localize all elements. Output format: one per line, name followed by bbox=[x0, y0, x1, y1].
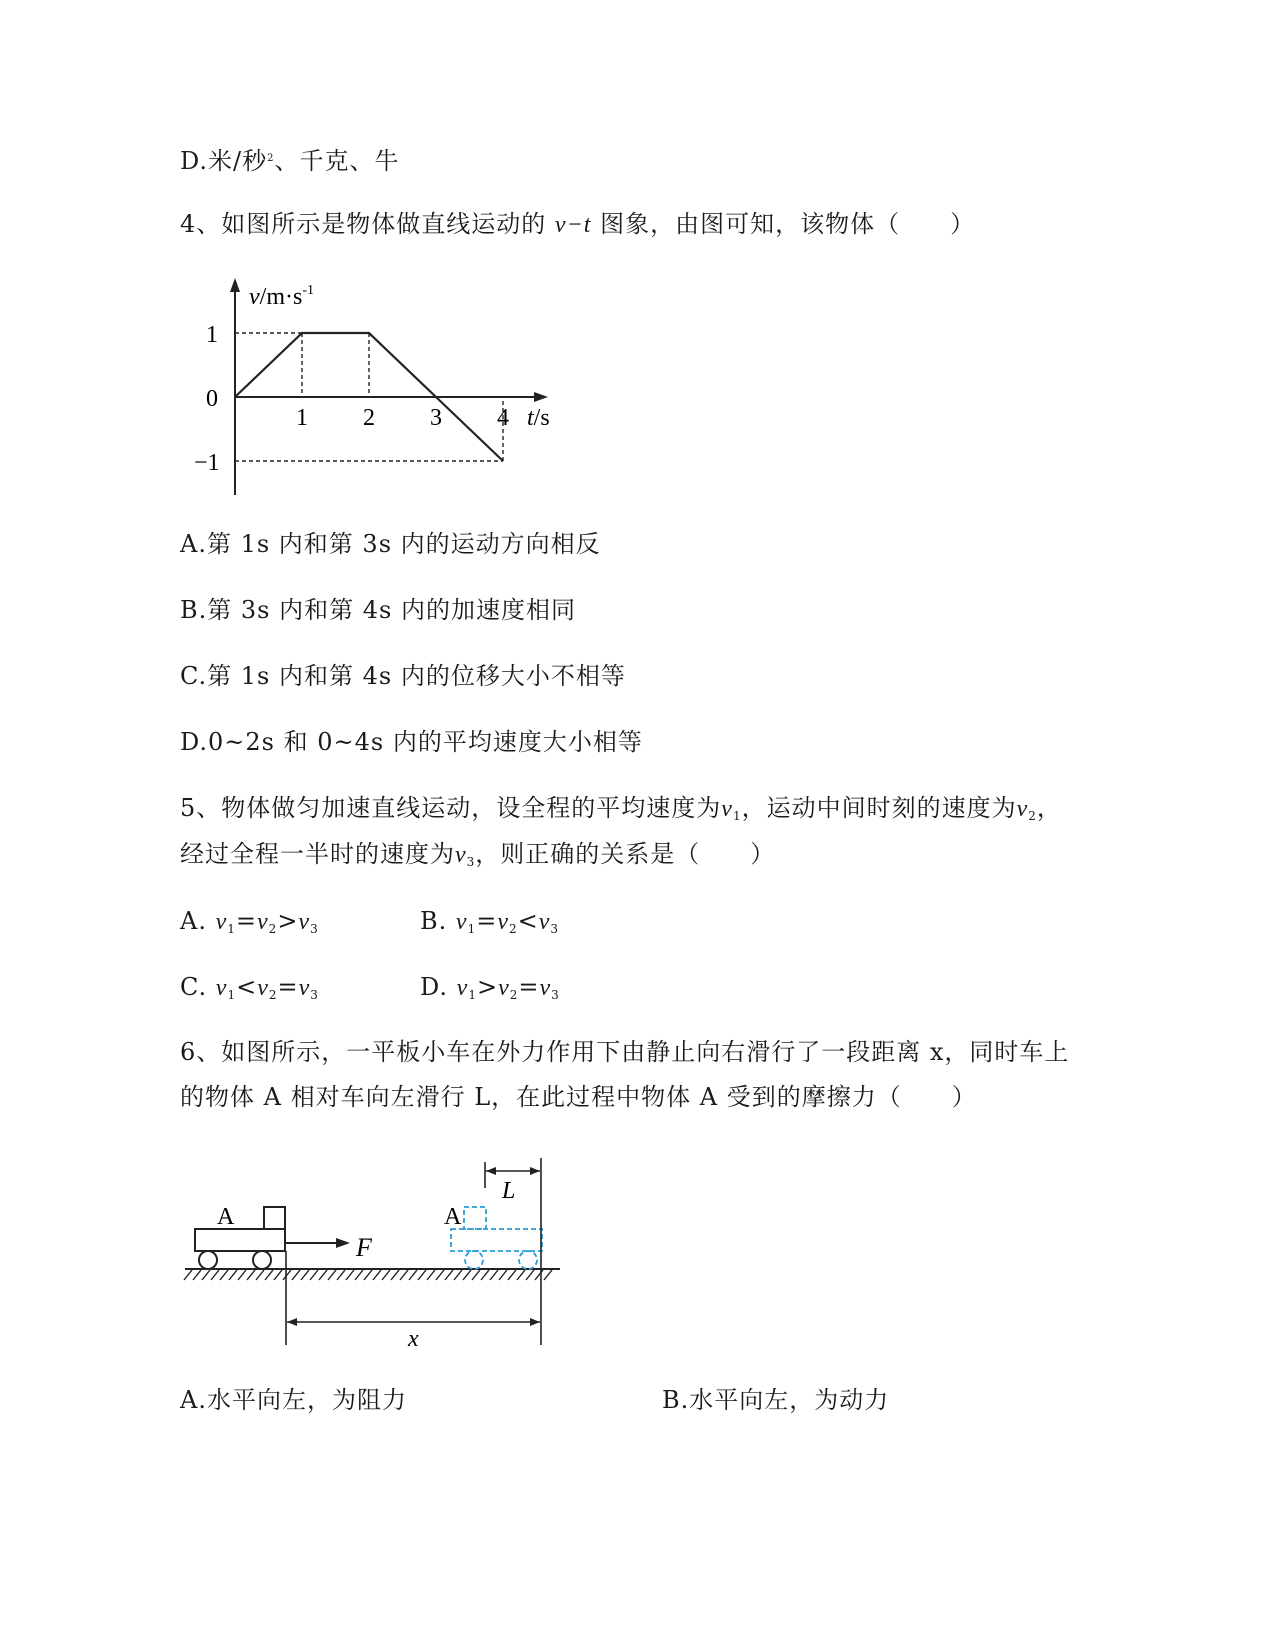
q5-stem-c: 经过全程一半时的速度为 bbox=[180, 840, 455, 868]
cart-moved-wheel-left bbox=[465, 1251, 483, 1269]
x-tick-label: 3 bbox=[430, 405, 442, 431]
x-axis-arrow bbox=[534, 392, 548, 402]
cart-moved-wheel-right bbox=[519, 1251, 537, 1269]
hatch-mark bbox=[310, 1270, 318, 1280]
hatch-mark bbox=[256, 1270, 264, 1280]
x-axis-title: t/s bbox=[527, 405, 550, 431]
hatch-mark bbox=[445, 1270, 453, 1280]
q5-stem-line2 bbox=[180, 839, 775, 877]
rel2: > bbox=[277, 907, 299, 935]
sub1: 1 bbox=[227, 922, 236, 936]
cart-moved-body bbox=[451, 1229, 542, 1251]
hatch-mark bbox=[193, 1270, 201, 1280]
v2: v bbox=[497, 909, 509, 935]
cart-wheel-right bbox=[253, 1251, 271, 1269]
y-tick-label: 0 bbox=[206, 386, 218, 412]
hatch-mark bbox=[436, 1270, 444, 1280]
hatch-mark bbox=[427, 1270, 435, 1280]
hatch-mark bbox=[364, 1270, 372, 1280]
v3: v bbox=[539, 975, 552, 1001]
x-tick-label: 4 bbox=[497, 405, 509, 431]
q4-option-d: D.0~2s 和 0~4s 内的平均速度大小相等 bbox=[180, 728, 643, 756]
q6-option-b: B.水平向左，为动力 bbox=[662, 1386, 890, 1414]
x-arrow-right bbox=[530, 1318, 540, 1326]
label-a: A bbox=[217, 1204, 235, 1230]
hatch-mark bbox=[220, 1270, 228, 1280]
rel1: > bbox=[476, 973, 499, 1001]
hatch-mark bbox=[526, 1270, 534, 1280]
q6-option-a: A.水平向左，为阻力 bbox=[180, 1386, 407, 1414]
block-a-moved bbox=[464, 1207, 486, 1229]
hatch-mark bbox=[328, 1270, 336, 1280]
cart-original bbox=[195, 1207, 285, 1269]
rel1: < bbox=[236, 973, 258, 1001]
q5-stem-b: ，运动中间时刻的速度为 bbox=[741, 794, 1017, 822]
rel1: = bbox=[235, 907, 258, 935]
sub2: 2 bbox=[268, 922, 278, 936]
hatch-mark bbox=[238, 1270, 246, 1280]
hatch-mark bbox=[184, 1270, 192, 1280]
q5-stem-d: ，则正确的关系是（ ） bbox=[475, 840, 776, 868]
q5-v1: v bbox=[721, 796, 733, 822]
q5-comma: ， bbox=[1036, 794, 1062, 822]
q5-option-a-label: A. bbox=[180, 907, 207, 935]
v1: v bbox=[455, 909, 468, 935]
cart-moved bbox=[451, 1207, 542, 1269]
hatch-mark bbox=[382, 1270, 390, 1280]
l-arrow-left bbox=[486, 1167, 496, 1175]
q5-option-d-label: D. bbox=[420, 973, 449, 1001]
y-axis-title: $v/m\cdot s^{-1}$ bbox=[249, 283, 314, 310]
v3: v bbox=[298, 975, 311, 1001]
hatch-mark bbox=[247, 1270, 255, 1280]
q4-stem-b: 图象，由图可知，该物体（ ） bbox=[600, 210, 976, 238]
sub1: 1 bbox=[467, 922, 477, 936]
q5-v2-sub: 2 bbox=[1028, 809, 1037, 823]
label-l: L bbox=[502, 1178, 516, 1204]
q5-v3: v bbox=[455, 842, 467, 868]
cart-figure bbox=[180, 1150, 570, 1360]
q5-stem-line1 bbox=[180, 793, 1062, 831]
y-tick-label: −1 bbox=[194, 450, 220, 476]
v1: v bbox=[215, 975, 228, 1001]
q6-stem-line2: 的物体 A 相对车向左滑行 L，在此过程中物体 A 受到的摩擦力（ ） bbox=[180, 1083, 977, 1111]
v2: v bbox=[257, 909, 269, 935]
q4-option-a: A.第 1s 内和第 3s 内的运动方向相反 bbox=[180, 530, 601, 558]
hatch-mark bbox=[400, 1270, 408, 1280]
cart-wheel-left bbox=[199, 1251, 217, 1269]
sub3: 3 bbox=[550, 922, 560, 936]
label-a-moved: A bbox=[444, 1204, 462, 1230]
y-axis-arrow bbox=[230, 278, 240, 292]
x-tick-label: 2 bbox=[363, 405, 375, 431]
hatch-mark bbox=[274, 1270, 282, 1280]
hatch-mark bbox=[508, 1270, 516, 1280]
hatch-mark bbox=[418, 1270, 426, 1280]
hatch-mark bbox=[373, 1270, 381, 1280]
hatch-mark bbox=[202, 1270, 210, 1280]
block-a bbox=[264, 1207, 285, 1229]
q3-option-d-rest: 、千克、牛 bbox=[274, 147, 400, 175]
sub2: 2 bbox=[268, 988, 278, 1002]
q5-option-d bbox=[420, 972, 560, 1010]
q4-option-c: C.第 1s 内和第 4s 内的位移大小不相等 bbox=[180, 662, 626, 690]
q5-option-b bbox=[420, 906, 559, 944]
v2: v bbox=[498, 975, 510, 1001]
hatch-mark bbox=[265, 1270, 273, 1280]
hatch-mark bbox=[337, 1270, 345, 1280]
sub3: 3 bbox=[310, 922, 319, 936]
q5-option-a bbox=[180, 906, 319, 944]
sub2: 2 bbox=[509, 988, 519, 1002]
v2: v bbox=[257, 975, 269, 1001]
hatch-mark bbox=[211, 1270, 219, 1280]
q5-stem-a: 5、物体做匀加速直线运动，设全程的平均速度为 bbox=[180, 794, 722, 822]
q5-option-c bbox=[180, 972, 319, 1010]
hatch-mark bbox=[544, 1270, 552, 1280]
q5-v1-sub: 1 bbox=[732, 809, 742, 823]
x-tick-label: 1 bbox=[296, 405, 308, 431]
hatch-mark bbox=[481, 1270, 489, 1280]
hatch-mark bbox=[463, 1270, 471, 1280]
q3-option-d-text: D.米/秒 bbox=[180, 147, 268, 175]
ground-hatching bbox=[184, 1270, 552, 1280]
q3-option-d bbox=[180, 144, 399, 176]
hatch-mark bbox=[319, 1270, 327, 1280]
cart-body bbox=[195, 1229, 285, 1251]
l-arrow-right bbox=[530, 1167, 540, 1175]
hatch-mark bbox=[391, 1270, 399, 1280]
q4-option-b: B.第 3s 内和第 4s 内的加速度相同 bbox=[180, 596, 576, 624]
sub3: 3 bbox=[310, 988, 319, 1002]
rel2: = bbox=[277, 973, 299, 1001]
q4-stem-a: 4、如图所示是物体做直线运动的 bbox=[180, 210, 547, 238]
hatch-mark bbox=[490, 1270, 498, 1280]
hatch-mark bbox=[301, 1270, 309, 1280]
vt-chart bbox=[180, 270, 580, 510]
label-f: F bbox=[356, 1233, 372, 1262]
sub1: 1 bbox=[227, 988, 237, 1002]
v1: v bbox=[215, 909, 228, 935]
v3: v bbox=[298, 909, 311, 935]
q3-option-d-sup: 2 bbox=[267, 153, 275, 164]
hatch-mark bbox=[409, 1270, 417, 1280]
q5-option-b-label: B. bbox=[420, 907, 448, 935]
sub3: 3 bbox=[551, 988, 560, 1002]
q4-stem bbox=[180, 209, 975, 240]
hatch-mark bbox=[355, 1270, 363, 1280]
hatch-mark bbox=[292, 1270, 300, 1280]
rel1: = bbox=[476, 907, 498, 935]
hatch-mark bbox=[346, 1270, 354, 1280]
hatch-mark bbox=[517, 1270, 525, 1280]
hatch-mark bbox=[283, 1270, 291, 1280]
force-arrow-head bbox=[336, 1238, 350, 1248]
rel2: < bbox=[517, 907, 539, 935]
hatch-mark bbox=[472, 1270, 480, 1280]
sub2: 2 bbox=[508, 922, 518, 936]
rel2: = bbox=[518, 973, 540, 1001]
x-arrow-left bbox=[287, 1318, 297, 1326]
hatch-mark bbox=[499, 1270, 507, 1280]
q5-option-c-label: C. bbox=[180, 973, 208, 1001]
q5-v3-sub: 3 bbox=[466, 855, 476, 869]
q6-stem-line1: 6、如图所示，一平板小车在外力作用下由静止向右滑行了一段距离 x，同时车上 bbox=[180, 1038, 1070, 1066]
label-x: x bbox=[408, 1326, 419, 1352]
vt-labels bbox=[194, 283, 550, 476]
v3: v bbox=[538, 909, 551, 935]
hatch-mark bbox=[454, 1270, 462, 1280]
q5-v2: v bbox=[1016, 796, 1029, 822]
y-tick-label: 1 bbox=[206, 322, 218, 348]
vt-axes bbox=[230, 278, 548, 495]
v1: v bbox=[456, 975, 469, 1001]
q4-stem-vt: v−t bbox=[554, 212, 592, 238]
hatch-mark bbox=[229, 1270, 237, 1280]
sub1: 1 bbox=[468, 988, 477, 1002]
